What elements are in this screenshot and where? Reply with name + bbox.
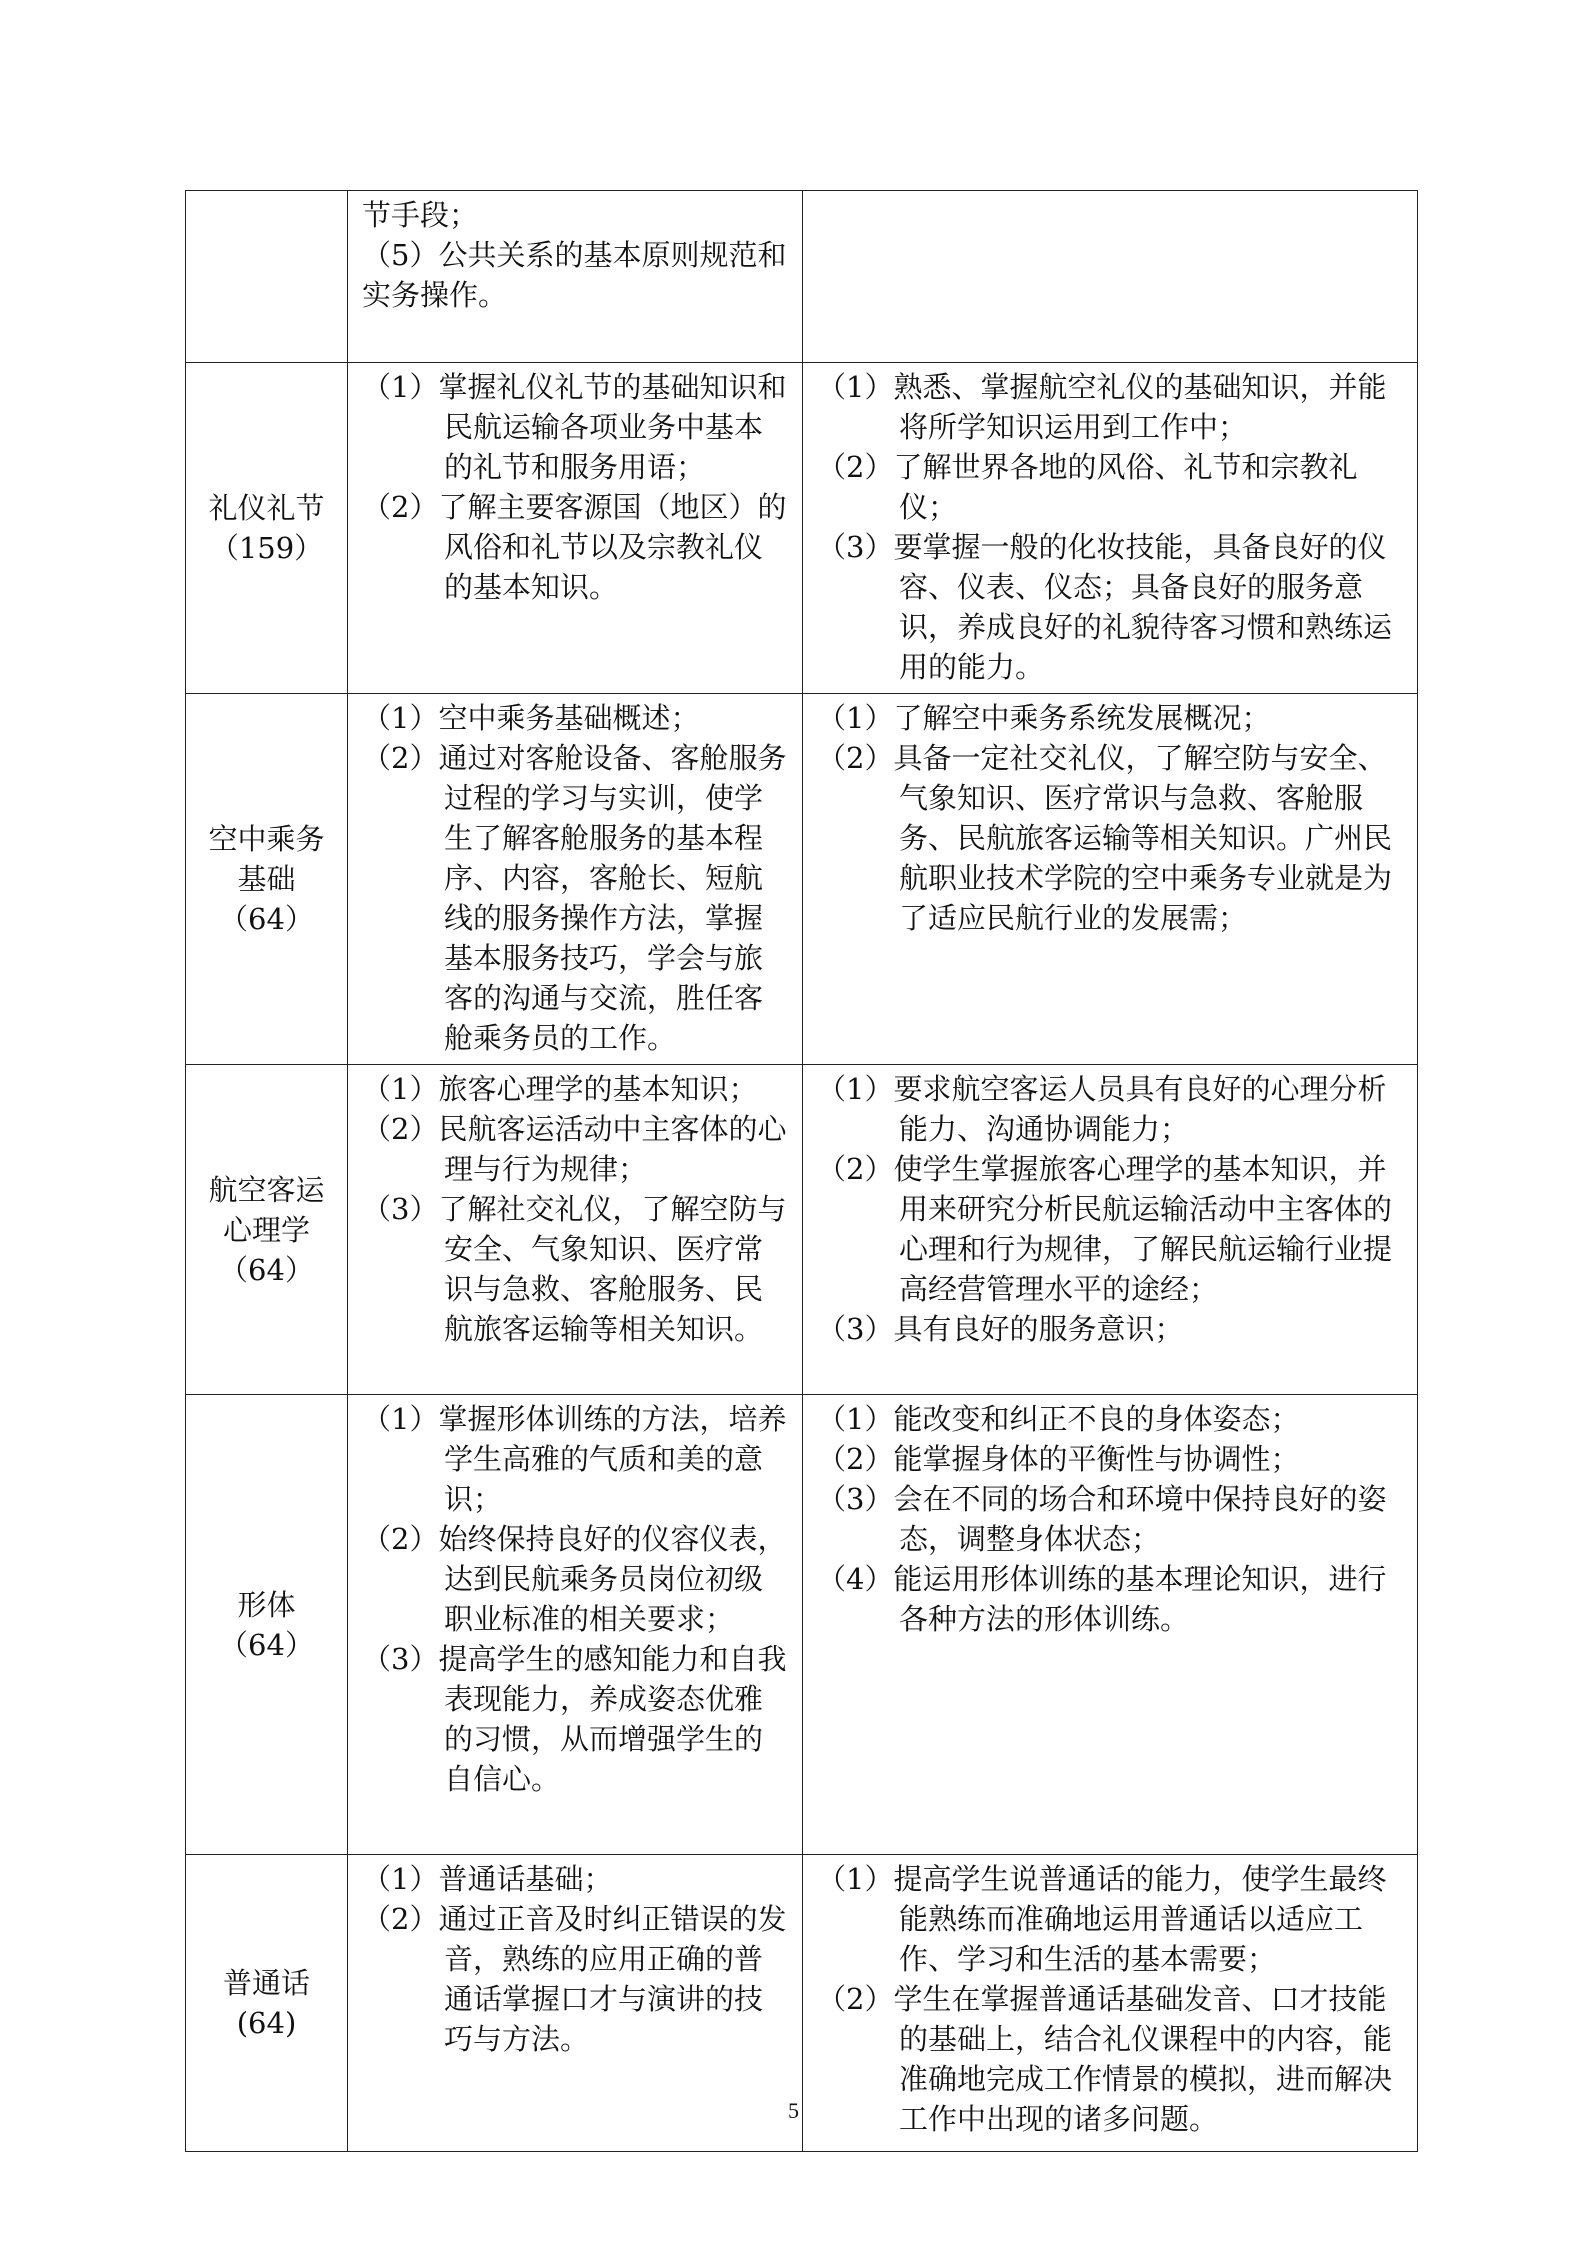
course-name-cell bbox=[186, 1395, 348, 1855]
course-content-item: （2）始终保持良好的仪容仪表，达到民航乘务员岗位初级职业标准的相关要求； bbox=[362, 1522, 787, 1636]
course-content-item: （5）公共关系的基本原则规范和实务操作。 bbox=[362, 238, 787, 312]
course-goal-item: （2）能掌握身体的平衡性与协调性； bbox=[817, 1442, 1300, 1476]
course-content-item: （2）通过正音及时纠正错误的发音，熟练的应用正确的普通话掌握口才与演讲的技巧与方法。 bbox=[362, 1902, 787, 2056]
course-row bbox=[186, 1395, 1418, 1855]
course-name-line: 普通话 bbox=[222, 1966, 310, 2000]
page-number: 5 bbox=[788, 2098, 799, 2123]
course-name-cell bbox=[186, 1065, 348, 1395]
course-name-cell bbox=[186, 363, 348, 694]
course-content-item: （2）了解主要客源国（地区）的风俗和礼节以及宗教礼仪的基本知识。 bbox=[362, 490, 787, 604]
course-name-line: 航空客运 bbox=[208, 1172, 325, 1207]
course-goal-item: （3）具有良好的服务意识； bbox=[817, 1312, 1184, 1346]
course-name-line: 形体 bbox=[237, 1587, 296, 1622]
course-content-item: （1）普通话基础； bbox=[362, 1862, 613, 1896]
course-goal-item: （2）使学生掌握旅客心理学的基本知识，并用来研究分析民航运输活动中主客体的心理和行为规律，了解民航运输行业提高经营管理水平的途经； bbox=[817, 1152, 1393, 1306]
course-content-item: （3）提高学生的感知能力和自我表现能力，养成姿态优雅的习惯，从而增强学生的自信心。 bbox=[362, 1642, 787, 1796]
course-goal-item: （1）了解空中乘务系统发展概况； bbox=[817, 701, 1271, 735]
course-name-line: 基础 bbox=[237, 862, 296, 896]
course-content-cell bbox=[348, 191, 803, 363]
course-name-line: 心理学 bbox=[222, 1212, 310, 1247]
course-goals-cell bbox=[803, 191, 1418, 363]
course-goals-cell bbox=[803, 1395, 1418, 1855]
course-goals-cell bbox=[803, 363, 1418, 694]
course-goal-item: （1）提高学生说普通话的能力，使学生最终能熟练而准确地运用普通话以适应工作、学习和生活的基本需要； bbox=[817, 1862, 1387, 1976]
course-content-item: （1）掌握形体训练的方法，培养学生高雅的气质和美的意识； bbox=[362, 1402, 787, 1516]
course-goal-item: （2）了解世界各地的风俗、礼节和宗教礼仪； bbox=[817, 450, 1358, 524]
course-name-line: 空中乘务 bbox=[208, 822, 325, 856]
course-goal-item: （2）具备一定社交礼仪，了解空防与安全、气象知识、医疗常识与急救、客舱服务、民航旅客运输等相关知识。广州民航职业技术学院的空中乘务专业就是为了适应民航行业的发展需； bbox=[817, 741, 1393, 935]
course-table bbox=[185, 190, 1418, 2152]
course-content-cell bbox=[348, 694, 803, 1065]
course-goal-item: （1）能改变和纠正不良的身体姿态； bbox=[817, 1402, 1300, 1436]
course-row bbox=[186, 363, 1418, 694]
course-name-cell bbox=[186, 694, 348, 1065]
course-goal-item: （4）能运用形体训练的基本理论知识，进行各种方法的形体训练。 bbox=[817, 1562, 1387, 1636]
course-goals-cell bbox=[803, 694, 1418, 1065]
course-goal-item: （2）学生在掌握普通话基础发音、口才技能的基础上，结合礼仪课程中的内容，能准确地完成工作情景的模拟，进而解决工作中出现的诸多问题。 bbox=[817, 1982, 1393, 2136]
course-name-line: （64） bbox=[219, 1252, 314, 1287]
course-goal-item: （1）熟悉、掌握航空礼仪的基础知识，并能将所学知识运用到工作中； bbox=[817, 370, 1387, 444]
course-content-cell bbox=[348, 1065, 803, 1395]
course-content-cell bbox=[348, 1395, 803, 1855]
course-goal-item: （3）要掌握一般的化妆技能，具备良好的仪容、仪表、仪态；具备良好的服务意识，养成良好的礼貌待客习惯和熟练运用的能力。 bbox=[817, 530, 1393, 684]
course-content-item: （2）民航客运活动中主客体的心理与行为规律； bbox=[362, 1112, 787, 1186]
course-name-line: 礼仪礼节 bbox=[208, 491, 325, 525]
course-content-item: （3）了解社交礼仪，了解空防与安全、气象知识、医疗常识与急救、客舱服务、民航旅客运输等相关知识。 bbox=[362, 1192, 787, 1346]
course-name-line: （159） bbox=[209, 531, 324, 565]
course-goal-item: （1）要求航空客运人员具有良好的心理分析能力、沟通协调能力； bbox=[817, 1072, 1387, 1146]
course-content-item: （2）通过对客舱设备、客舱服务过程的学习与实训，使学生了解客舱服务的基本程序、内容，客舱长、短航线的服务操作方法，掌握基本服务技巧，学会与旅客的沟通与交流，胜任客舱乘务员的工作。 bbox=[362, 741, 787, 1055]
course-name-line: (64) bbox=[236, 2006, 297, 2040]
course-content-item: （1）旅客心理学的基本知识； bbox=[362, 1072, 758, 1106]
course-goals-cell bbox=[803, 1065, 1418, 1395]
course-content-item: 节手段； bbox=[362, 198, 479, 232]
course-goal-item: （3）会在不同的场合和环境中保持良好的姿态，调整身体状态； bbox=[817, 1482, 1387, 1556]
course-content-cell bbox=[348, 363, 803, 694]
course-row bbox=[186, 1065, 1418, 1395]
course-row bbox=[186, 191, 1418, 363]
course-content-item: （1）空中乘务基础概述； bbox=[362, 701, 700, 735]
course-row bbox=[186, 694, 1418, 1065]
course-content-item: （1）掌握礼仪礼节的基础知识和民航运输各项业务中基本的礼节和服务用语； bbox=[362, 370, 787, 484]
course-table-body bbox=[186, 191, 1418, 2152]
course-name-cell bbox=[186, 191, 348, 363]
course-name-line: （64） bbox=[219, 1627, 314, 1662]
course-name-line: （64） bbox=[219, 902, 314, 936]
